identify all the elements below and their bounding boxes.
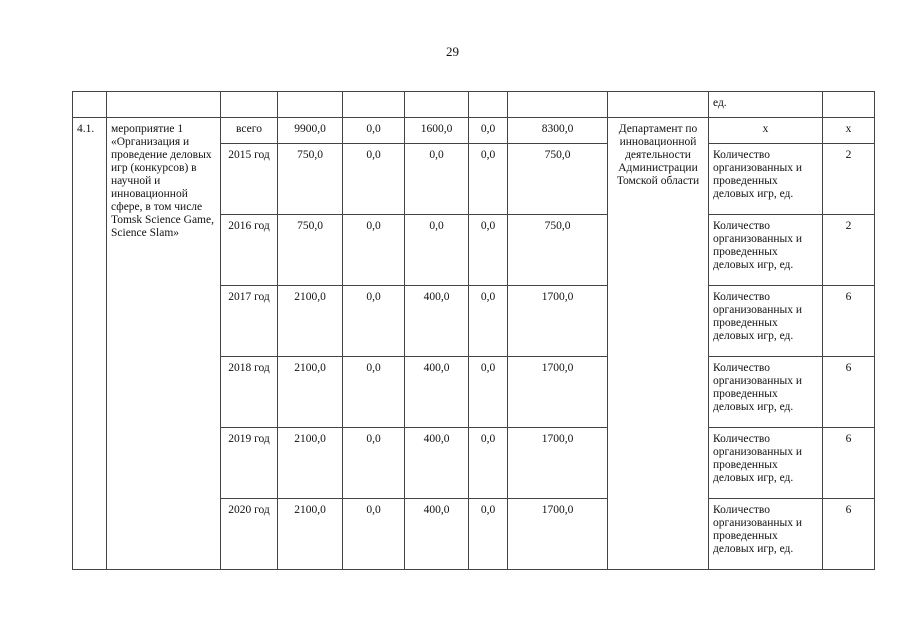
period-cell: 2015 год (221, 144, 278, 215)
program-table (72, 91, 875, 570)
total-cell: 2100,0 (278, 428, 343, 499)
fed-cell: 0,0 (343, 286, 405, 357)
fed-cell: 0,0 (343, 215, 405, 286)
cont-cell-empty (608, 92, 709, 118)
indicator-value: 2 (823, 144, 875, 215)
reg-cell: 0,0 (405, 144, 469, 215)
local-cell: 0,0 (469, 357, 508, 428)
continuation-row (73, 92, 875, 118)
indicator-value: 6 (823, 499, 875, 570)
local-cell: 0,0 (469, 215, 508, 286)
extra-cell: 8300,0 (508, 118, 608, 144)
extra-cell: 1700,0 (508, 428, 608, 499)
indicator-cell: Количество организованных и проведенных деловых игр, ед. (709, 286, 823, 357)
indicator-cell: х (709, 118, 823, 144)
period-cell: всего (221, 118, 278, 144)
local-cell: 0,0 (469, 118, 508, 144)
indicator-value: х (823, 118, 875, 144)
reg-cell: 0,0 (405, 215, 469, 286)
cont-cell-empty (73, 92, 107, 118)
cont-cell-empty (278, 92, 343, 118)
cont-indicator-unit: ед. (709, 92, 823, 118)
period-cell: 2017 год (221, 286, 278, 357)
reg-cell: 400,0 (405, 499, 469, 570)
page-number: 29 (446, 44, 459, 59)
total-cell: 2100,0 (278, 286, 343, 357)
reg-cell: 400,0 (405, 428, 469, 499)
cont-cell-empty (405, 92, 469, 118)
indicator-cell: Количество организованных и проведенных деловых игр, ед. (709, 428, 823, 499)
total-cell: 9900,0 (278, 118, 343, 144)
indicator-value: 2 (823, 215, 875, 286)
cont-cell-empty (107, 92, 221, 118)
cont-cell-empty (823, 92, 875, 118)
extra-cell: 750,0 (508, 144, 608, 215)
period-cell: 2020 год (221, 499, 278, 570)
executor-cell: Департамент по инновационной деятельности Администрации Томской области (608, 118, 709, 570)
period-cell: 2019 год (221, 428, 278, 499)
indicator-value: 6 (823, 357, 875, 428)
indicator-cell: Количество организованных и проведенных деловых игр, ед. (709, 499, 823, 570)
period-cell: 2016 год (221, 215, 278, 286)
reg-cell: 400,0 (405, 286, 469, 357)
total-cell: 750,0 (278, 215, 343, 286)
cont-cell-empty (221, 92, 278, 118)
local-cell: 0,0 (469, 428, 508, 499)
cont-cell-empty (469, 92, 508, 118)
table-row-total (73, 118, 875, 144)
fed-cell: 0,0 (343, 357, 405, 428)
extra-cell: 1700,0 (508, 286, 608, 357)
total-cell: 750,0 (278, 144, 343, 215)
activity-name: мероприятие 1 «Организация и проведение деловых игр (конкурсов) в научной и инновационной сфере, в том числе Tomsk Science Game, Science Slam» (107, 118, 221, 570)
fed-cell: 0,0 (343, 499, 405, 570)
indicator-value: 6 (823, 286, 875, 357)
indicator-cell: Количество организованных и проведенных деловых игр, ед. (709, 215, 823, 286)
fed-cell: 0,0 (343, 144, 405, 215)
indicator-cell: Количество организованных и проведенных деловых игр, ед. (709, 357, 823, 428)
extra-cell: 1700,0 (508, 357, 608, 428)
total-cell: 2100,0 (278, 357, 343, 428)
local-cell: 0,0 (469, 286, 508, 357)
extra-cell: 750,0 (508, 215, 608, 286)
reg-cell: 1600,0 (405, 118, 469, 144)
fed-cell: 0,0 (343, 118, 405, 144)
period-cell: 2018 год (221, 357, 278, 428)
local-cell: 0,0 (469, 144, 508, 215)
cont-cell-empty (508, 92, 608, 118)
total-cell: 2100,0 (278, 499, 343, 570)
fed-cell: 0,0 (343, 428, 405, 499)
extra-cell: 1700,0 (508, 499, 608, 570)
cont-cell-empty (343, 92, 405, 118)
activity-number: 4.1. (73, 118, 107, 570)
reg-cell: 400,0 (405, 357, 469, 428)
local-cell: 0,0 (469, 499, 508, 570)
indicator-value: 6 (823, 428, 875, 499)
indicator-cell: Количество организованных и проведенных деловых игр, ед. (709, 144, 823, 215)
